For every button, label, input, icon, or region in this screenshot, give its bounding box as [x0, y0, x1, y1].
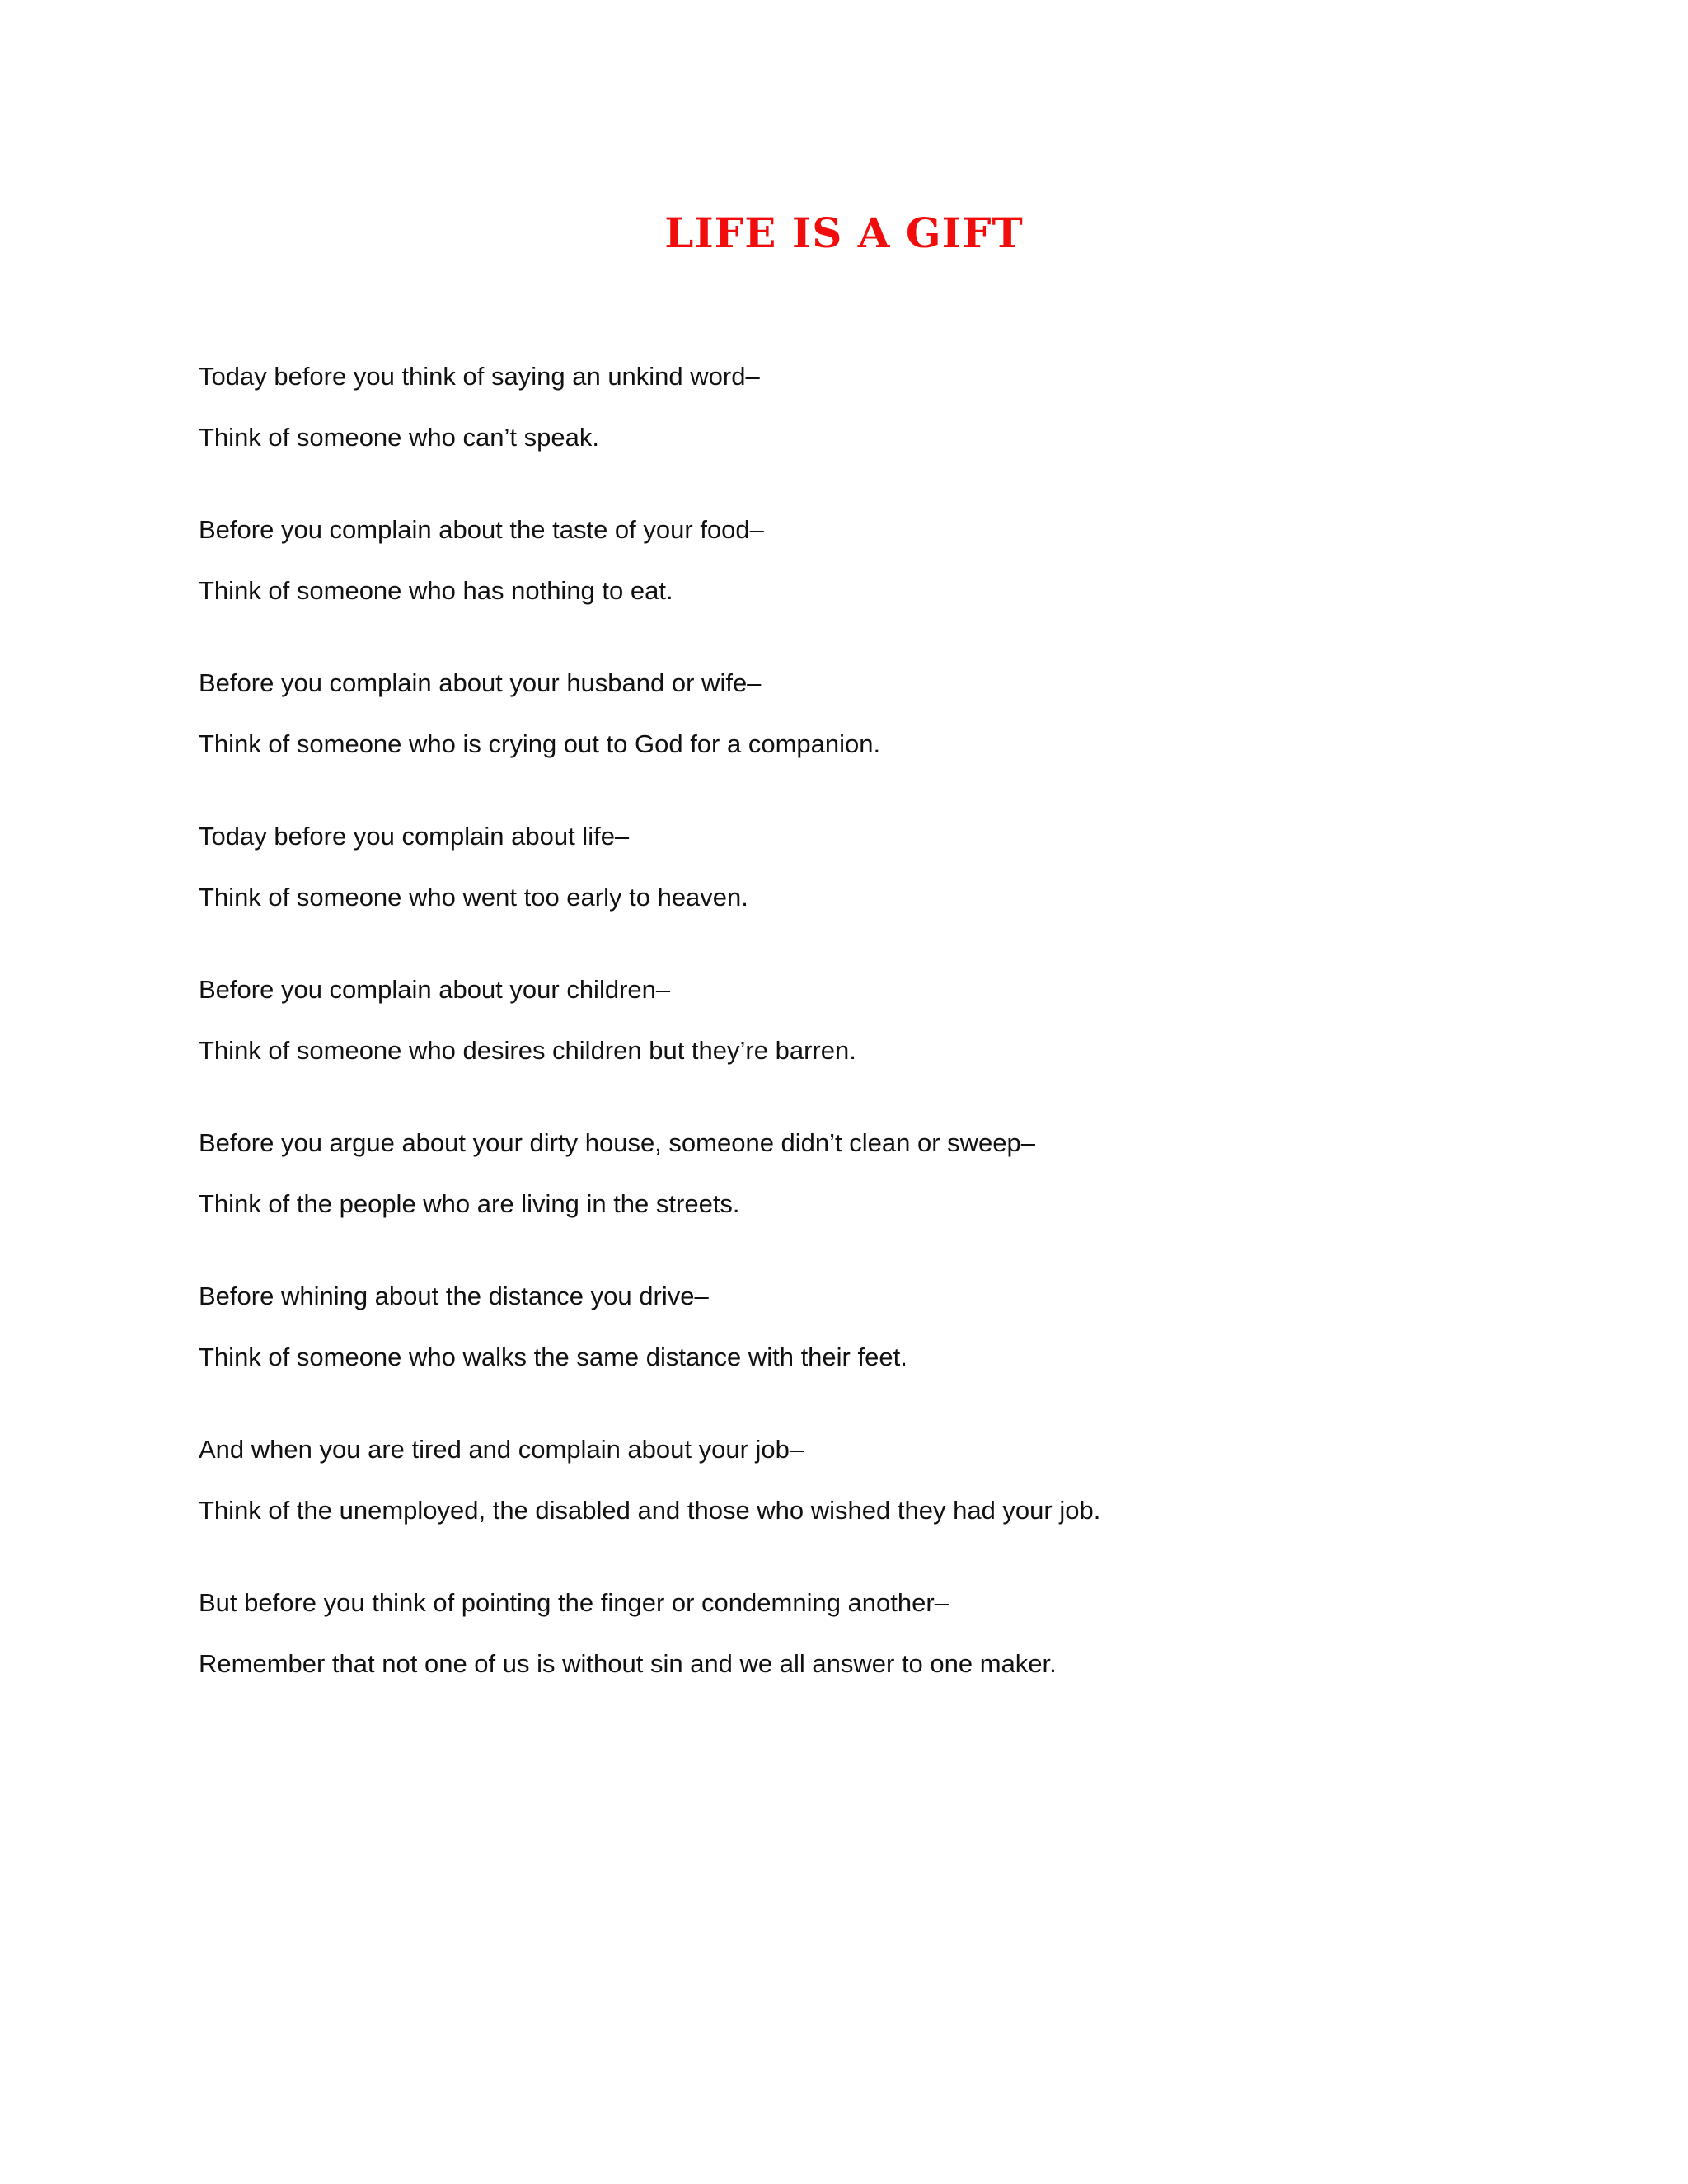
- poem-line: Think of someone who desires children but they’re barren.: [199, 1036, 856, 1065]
- poem-line: Before you complain about your husband or wife–: [199, 668, 762, 697]
- stanza-8: [199, 1434, 1517, 1526]
- stanza-7: [199, 1281, 1517, 1373]
- poem-line: Remember that not one of us is without sin and we all answer to one maker.: [199, 1649, 1057, 1678]
- poem-body: [199, 361, 1517, 1741]
- stanza-9: [199, 1587, 1517, 1680]
- poem-line: Think of someone who can’t speak.: [199, 423, 599, 452]
- poem-line: Before you complain about your children–: [199, 975, 671, 1004]
- poem-line: Before you complain about the taste of your food–: [199, 515, 764, 544]
- poem-line: Today before you complain about life–: [199, 822, 630, 851]
- poem-line: Think of someone who went too early to heaven.: [199, 883, 748, 912]
- stanza-2: [199, 514, 1517, 607]
- poem-line: And when you are tired and complain about your job–: [199, 1435, 804, 1464]
- stanza-6: [199, 1127, 1517, 1220]
- stanza-4: [199, 821, 1517, 913]
- poem-line: Think of someone who is crying out to God for a companion.: [199, 729, 881, 758]
- poem-line: Think of the unemployed, the disabled and those who wished they had your job.: [199, 1496, 1101, 1525]
- poem-line: Today before you think of saying an unkind word–: [199, 362, 760, 391]
- poem-line: But before you think of pointing the finger or condemning another–: [199, 1588, 949, 1617]
- stanza-3: [199, 668, 1517, 760]
- poem-line: Before you argue about your dirty house, someone didn’t clean or sweep–: [199, 1128, 1036, 1157]
- page-title: LIFE IS A GIFT: [664, 209, 1024, 257]
- poem-line: Think of the people who are living in the streets.: [199, 1189, 740, 1218]
- poem-line: Think of someone who has nothing to eat.: [199, 576, 673, 605]
- stanza-5: [199, 974, 1517, 1066]
- poem-line: Before whining about the distance you drive–: [199, 1282, 709, 1310]
- poem-line: Think of someone who walks the same distance with their feet.: [199, 1343, 907, 1371]
- stanza-1: [199, 361, 1517, 453]
